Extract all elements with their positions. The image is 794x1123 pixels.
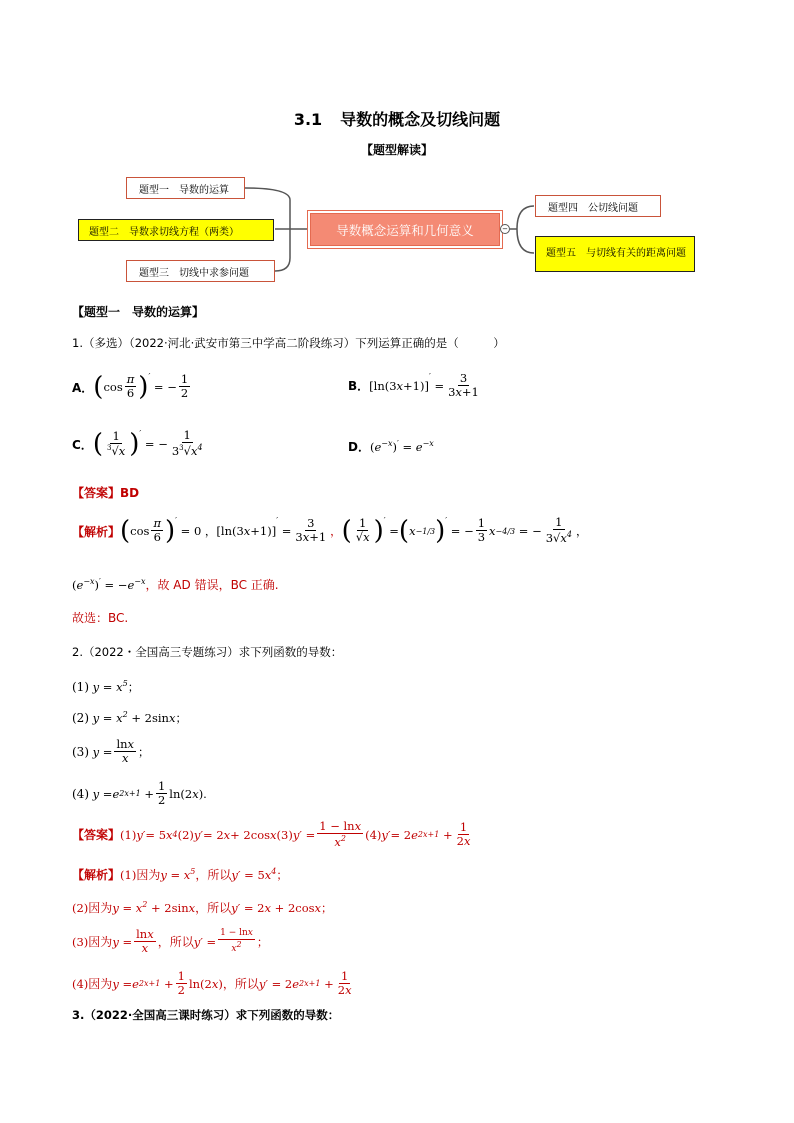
q1-analysis-line2 <box>72 574 279 593</box>
q2-stem: 2.（2022・全国高三专题练习）求下列函数的导数： <box>72 645 343 659</box>
q2-item-2: (2) $y = x^2 + 2\sin x$； <box>72 710 187 725</box>
answer-label: 【答案】 <box>72 828 121 843</box>
q2-item-3: (3) y = $\frac{\ln x}{x}$ ； <box>72 737 150 765</box>
mindmap-node-type4[interactable] <box>535 195 661 217</box>
q1-option-b-formula: [ln(3 x +1)] ′ = $\frac{3}{3x+1}$ <box>369 371 479 399</box>
analysis-label: 【解析】 <box>72 524 121 539</box>
q1-option-b <box>348 372 483 399</box>
item-number: (4) <box>72 786 89 801</box>
mindmap-node-label: 题型一 导数的运算 <box>139 184 229 196</box>
section-subtitle: 【题型解读】 <box>360 143 433 157</box>
q1-analysis-formula: ( cos $\frac{\pi}{6}$ ) ′ = 0 ，[ln(3 x +1)] ′ = $\frac{3}{3x+1}$ ， ( $\frac{1}{√x}$ ) ′ = ( x −1/3 ) ′ = − $\frac{1}{3}$ x −4/3 = − $\frac{1}{3√x^4}$ ， <box>120 515 588 546</box>
q1-option-c-formula: ( $\frac{1}{^3√x}$ ) ′ = − $\frac{1}{3^3√x^4}$ <box>92 428 203 459</box>
so-text: ，所以 <box>222 977 259 992</box>
mindmap-node-type3[interactable] <box>126 260 275 282</box>
item-number: (1) <box>72 680 89 694</box>
item-number: (2) <box>72 711 89 725</box>
q2-analysis-3: (3) 因为 y = $\frac{\ln x}{x}$ ，所以 y′ = $\frac{1 - \ln x}{x2}$ ； <box>72 927 269 955</box>
q1-conclusion: 故选：BC. <box>72 611 129 625</box>
q1-option-d-formula: $(e^{-x})' = e^{-x}$ <box>369 439 434 454</box>
mindmap-center-node[interactable] <box>310 213 500 246</box>
mindmap-node-type1[interactable] <box>126 177 245 199</box>
q2-item-1: (1) $y = x^5$； <box>72 679 140 694</box>
option-label: C． <box>72 437 93 452</box>
so-text: ，所以 <box>195 901 232 915</box>
q1-option-a <box>72 372 192 402</box>
q1-analysis <box>72 516 587 546</box>
title-text: 导数的概念及切线问题 <box>340 110 501 129</box>
analysis-label: 【解析】 <box>72 868 121 882</box>
because-text: 因为 <box>88 977 113 992</box>
mindmap-node-type5[interactable] <box>535 236 695 272</box>
q1-option-c <box>72 429 207 459</box>
q1-answer <box>72 482 139 501</box>
mindmap-node-label: 题型二 导数求切线方程（两类） <box>89 226 239 238</box>
mindmap-node-type2[interactable] <box>78 219 274 241</box>
so-text: ，所以 <box>157 935 194 950</box>
so-text: ，所以 <box>195 868 232 882</box>
mindmap-center-label: 导数概念运算和几何意义 <box>336 222 474 238</box>
q2-analysis-1: 【解析】(1)因为$y = x^5$，所以$y' = 5x^4$； <box>72 867 288 882</box>
q2-answer <box>72 820 474 849</box>
option-label: A． <box>72 380 94 395</box>
mindmap-node-label: 题型四 公切线问题 <box>548 202 638 214</box>
because-text: 因为 <box>88 935 113 950</box>
q1-stem: 1.（多选）（2022·河北·武安市第三中学高二阶段练习）下列运算正确的是（ ） <box>72 336 505 350</box>
title-number: 3.1 <box>293 110 323 129</box>
because-text: 因为 <box>136 868 161 882</box>
mindmap-node-label: 题型五 与切线有关的距离问题 <box>546 248 686 260</box>
item-number: (3) <box>72 744 89 759</box>
q1-option-a-formula: ( cos $\frac{\pi}{6}$ ) ′ = − $\frac{1}{2}$ <box>93 372 189 402</box>
mindmap-node-label: 题型三 切线中求参问题 <box>139 267 249 279</box>
collapse-icon[interactable]: − <box>500 224 510 234</box>
answer-value: BD <box>120 486 140 500</box>
answer-label: 【答案】 <box>72 486 121 500</box>
option-label: B． <box>348 379 370 394</box>
q2-analysis-4: (4) 因为 y = e 2x+1 + $\frac{1}{2}$ ln(2 x ) ，所以 y′ = 2 e 2x+1 + $\frac{1}{2x}$ <box>72 969 352 997</box>
section-heading-type1: 【题型一 导数的运算】 <box>72 305 205 319</box>
option-label: D． <box>348 440 370 454</box>
q1-option-d <box>348 438 434 455</box>
q2-item-4: (4) y = e 2x+1 + $\frac{1}{2}$ ln(2 x ). <box>72 779 207 807</box>
q2-answer-formula: (1) y′ = 5 x 4 (2) y′ = 2 x + 2cos x (3) y′ = $\frac{1 - \ln x}{x^2}$ (4) y′ = 2 e 2x+1 + $\frac{1}{2x}$ <box>120 819 471 849</box>
because-text: 因为 <box>88 901 113 915</box>
q3-stem: 3.（2022·全国高三课时练习）求下列函数的导数： <box>72 1008 340 1022</box>
q2-analysis-2: (2)因为$y = x^2 + 2\sin x$，所以y′ = 2x + 2cosx； <box>72 900 333 915</box>
analysis-tail: ，故 AD 错误，BC 正确. <box>145 578 279 592</box>
q1-analysis-formula-2: $(e^{-x})' = -e^{-x}$ <box>72 577 146 592</box>
